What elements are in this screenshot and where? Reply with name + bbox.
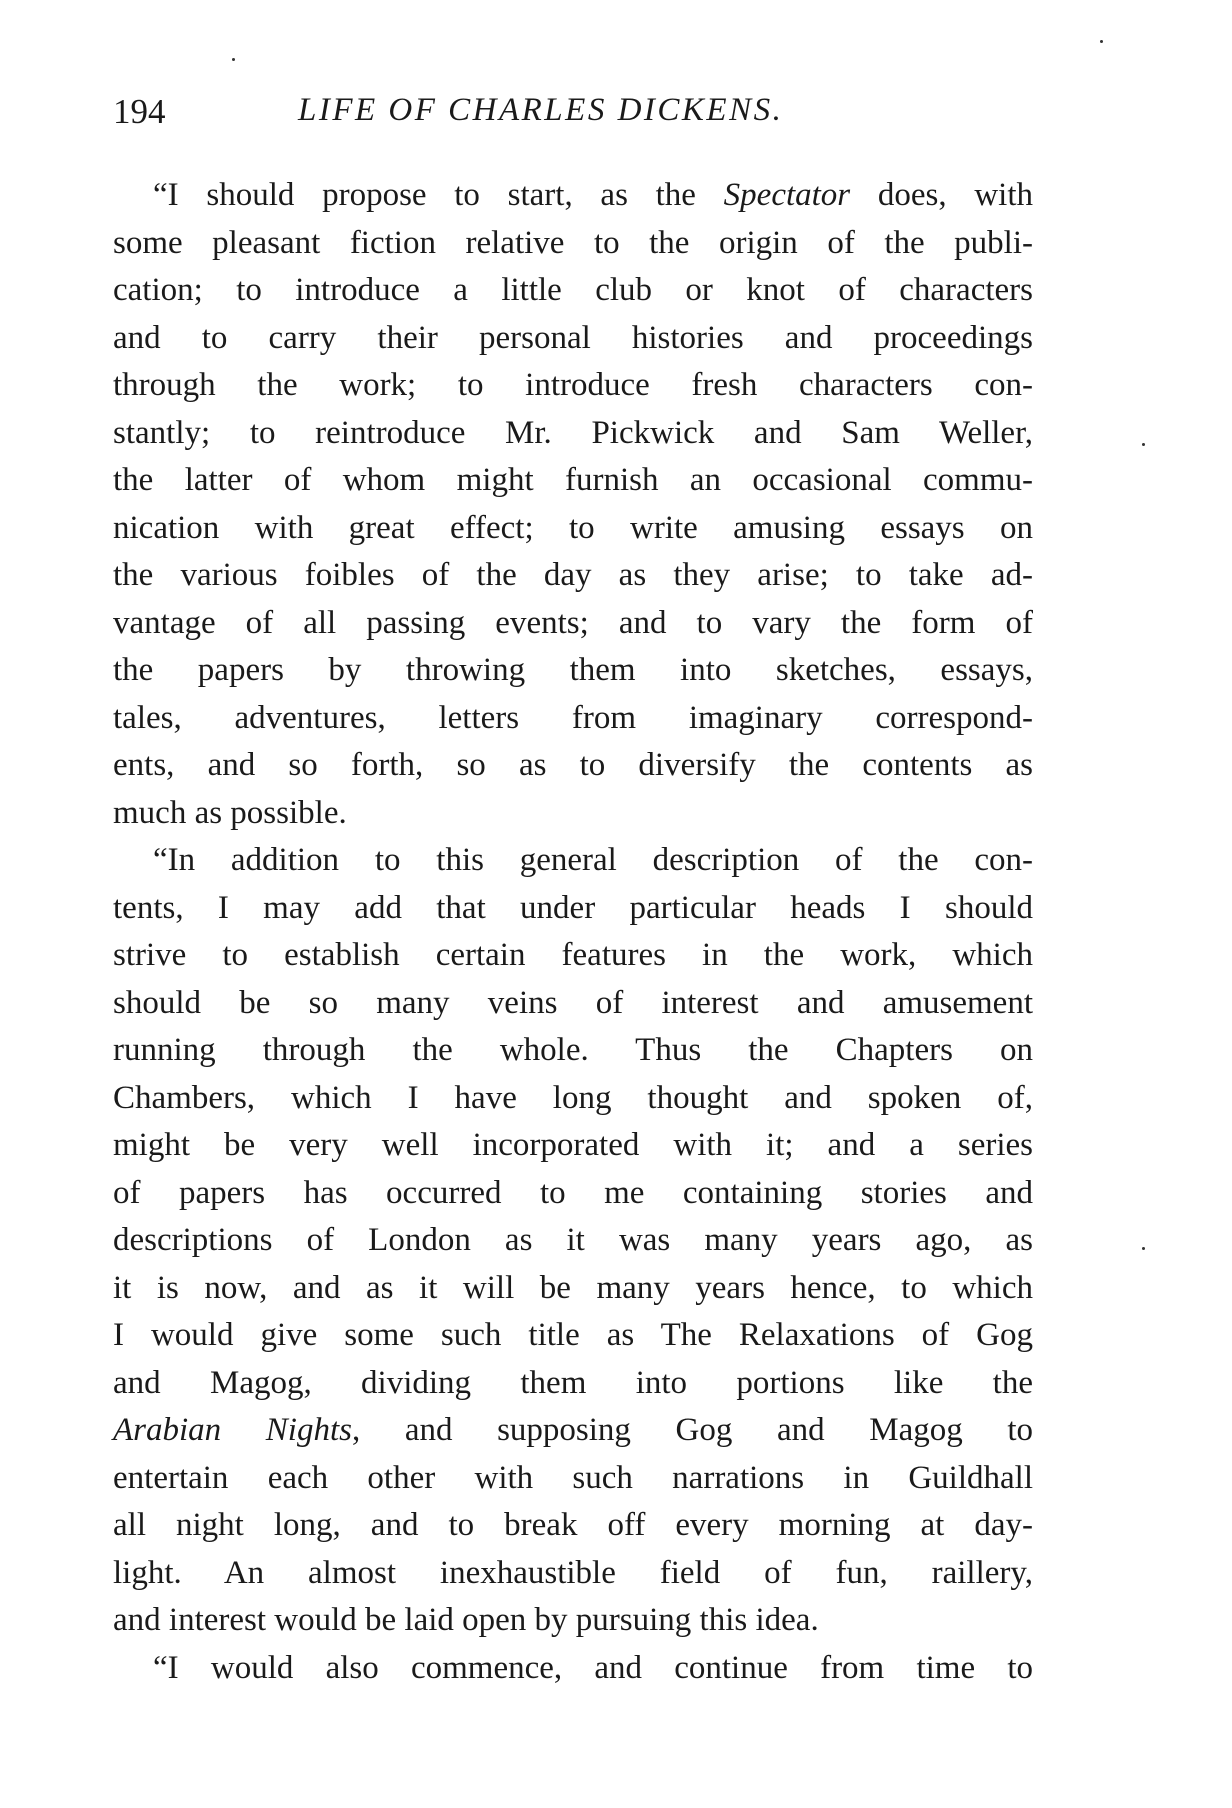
text-line: of papers has occurred to me containing stories and — [113, 1174, 1033, 1211]
page-number: 194 — [113, 92, 166, 131]
text-line: stantly; to reintroduce Mr. Pickwick and Sam Weller, — [113, 414, 1033, 451]
text-line: and interest would be laid open by pursuing this idea. — [113, 1602, 819, 1638]
text-line: through the work; to introduce fresh characters con- — [113, 367, 1033, 403]
text-line: some pleasant fiction relative to the origin of the publi- — [113, 224, 1033, 261]
text-line: tents, I may add that under particular heads I should — [113, 889, 1033, 926]
page-header — [113, 92, 1033, 132]
text-line: Arabian Nights, and supposing Gog and Magog to — [113, 1412, 1033, 1448]
text-line: and Magog, dividing them into portions like the — [113, 1364, 1033, 1401]
text-line: all night long, and to break off every morning at day- — [113, 1507, 1033, 1543]
text-line: nication with great effect; to write amusing essays on — [113, 509, 1033, 546]
text-line: the papers by throwing them into sketches, essays, — [113, 652, 1033, 688]
text-line: I would give some such title as The Relaxations of Gog — [113, 1317, 1033, 1353]
text-line: “I would also commence, and continue from time to — [153, 1649, 1033, 1686]
text-line: the latter of whom might furnish an occasional commu- — [113, 462, 1033, 498]
page-body — [113, 172, 1033, 1692]
text-line: it is now, and as it will be many years hence, to which — [113, 1269, 1033, 1306]
text-line: much as possible. — [113, 794, 347, 831]
print-speck — [1142, 1247, 1145, 1250]
italic-title: Arabian Nights — [113, 1412, 352, 1448]
text-line: running through the whole. Thus the Chapters on — [113, 1032, 1033, 1068]
text-line: descriptions of London as it was many years ago, as — [113, 1222, 1033, 1258]
print-speck — [1100, 40, 1103, 43]
text-line: light. An almost inexhaustible field of fun, raillery, — [113, 1554, 1033, 1591]
print-speck — [232, 58, 235, 61]
running-head: LIFE OF CHARLES DICKENS. — [298, 92, 784, 128]
text-line: tales, adventures, letters from imaginary correspond- — [113, 699, 1033, 736]
text-line: ents, and so forth, so as to diversify the contents as — [113, 747, 1033, 783]
paragraph-2 — [113, 837, 1033, 1645]
text-line: entertain each other with such narrations in Guildhall — [113, 1459, 1033, 1496]
paragraph-1 — [113, 172, 1033, 837]
text-line: “In addition to this general description of the con- — [153, 842, 1033, 878]
text-line: strive to establish certain features in the work, which — [113, 937, 1033, 973]
print-speck — [1142, 443, 1145, 446]
text-line: vantage of all passing events; and to vary the form of — [113, 604, 1033, 641]
text-line: might be very well incorporated with it; and a series — [113, 1127, 1033, 1163]
text-line: and to carry their personal histories and proceedings — [113, 319, 1033, 356]
italic-title: Spectator — [723, 177, 851, 213]
text-line: Chambers, which I have long thought and spoken of, — [113, 1079, 1033, 1116]
text-line: “I should propose to start, as the Spectator does, with — [153, 177, 1033, 213]
text-line: the various foibles of the day as they arise; to take ad- — [113, 557, 1033, 593]
paragraph-3 — [113, 1645, 1033, 1693]
text-line: should be so many veins of interest and amusement — [113, 984, 1033, 1021]
text-line: cation; to introduce a little club or knot of characters — [113, 272, 1033, 308]
